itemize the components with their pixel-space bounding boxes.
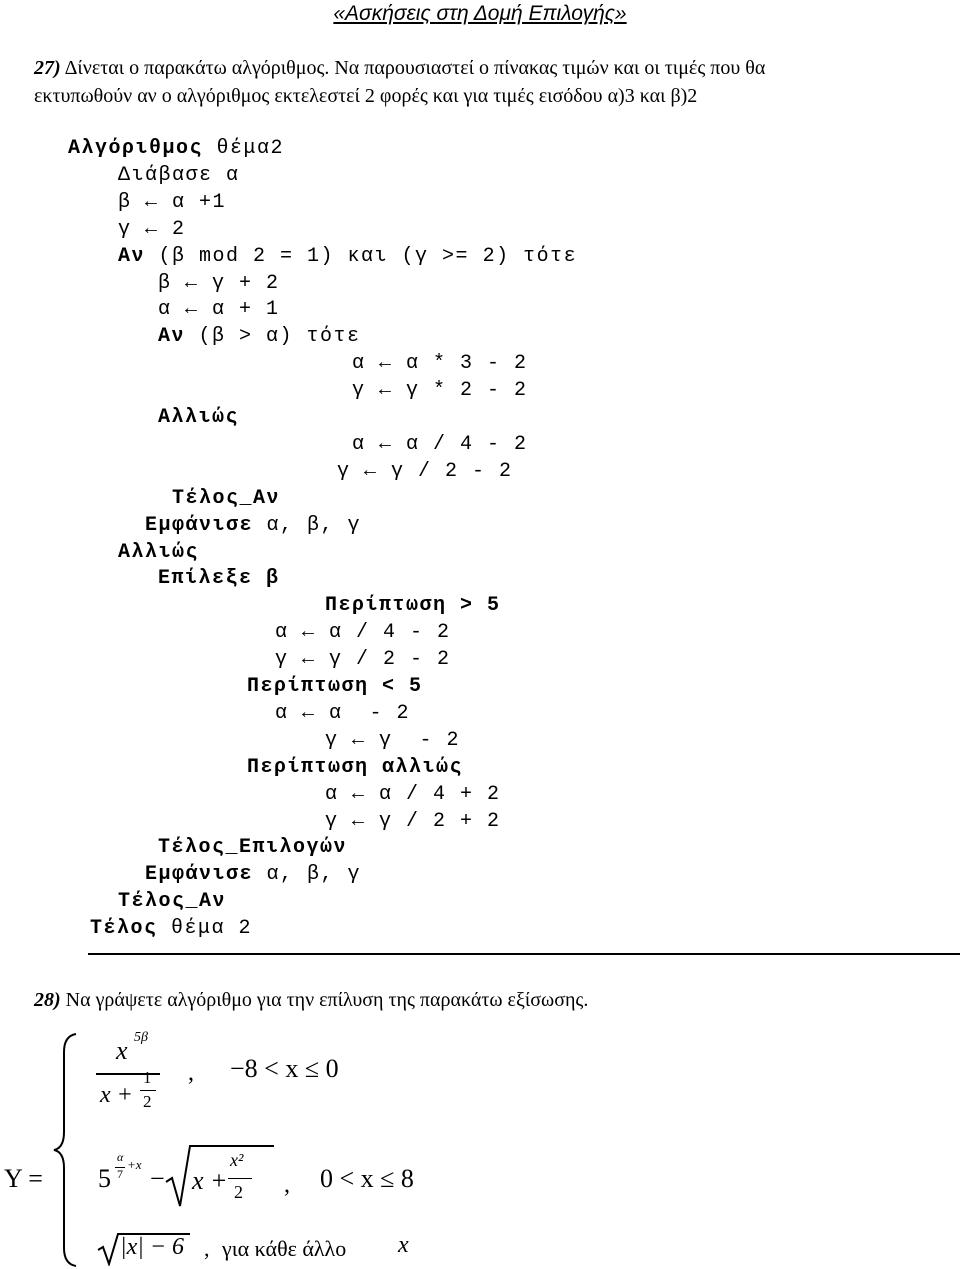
code-text: (β mod 2 = 1) και (γ >= 2) τότε [145, 244, 578, 268]
code-text: α ← α / 4 - 2 [352, 432, 528, 456]
exercise-27-line-1 [34, 54, 765, 82]
case-2-base: 5 [98, 1164, 111, 1193]
left-brace-icon [50, 1032, 80, 1268]
code-text: γ ← γ / 2 + 2 [325, 809, 501, 833]
case-2-exp-frac-num: α [117, 1150, 124, 1164]
code-text: γ ← γ - 2 [325, 728, 461, 752]
code-text: Διάβασε α [118, 163, 240, 187]
code-text: α ← α + 1 [158, 298, 280, 322]
code-text: α ← α / 4 + 2 [325, 782, 501, 806]
code-text: β ← γ + 2 [158, 271, 280, 295]
code-line [158, 836, 347, 859]
code-keyword: Αλγόριθμος [68, 137, 204, 160]
case-2-rad-frac-bar [228, 1178, 252, 1179]
exercise-28-number: 28) [34, 989, 61, 1011]
code-line [118, 541, 199, 564]
code-keyword: Περίπτωση < 5 [247, 675, 423, 698]
code-line [158, 272, 280, 295]
code-text: γ ← 2 [118, 217, 186, 241]
code-line [118, 890, 226, 913]
code-line [275, 621, 451, 644]
code-keyword: Εμφάνισε [145, 513, 254, 537]
code-line [352, 379, 528, 402]
exercise-28-text: Να γράψετε αλγόριθμο για την επίλυση της παρακάτω εξίσωσης. [60, 989, 589, 1011]
code-keyword: Περίπτωση αλλιώς [247, 755, 464, 779]
code-line [325, 729, 460, 752]
code-text: γ ← γ / 2 - 2 [337, 459, 513, 483]
case-1-numerator: x [116, 1036, 128, 1065]
code-line [118, 245, 577, 268]
code-line [247, 675, 423, 698]
code-line [325, 810, 501, 833]
code-text: β ← α +1 [118, 190, 227, 214]
code-line [325, 594, 501, 617]
code-keyword: Τέλος_Αν [172, 486, 281, 510]
code-text: γ ← γ * 2 - 2 [352, 379, 528, 403]
case-3-radicand: |x| − 6 [120, 1234, 185, 1260]
page-title: «Ασκήσεις στη Δομή Επιλογής» [333, 2, 627, 25]
case-2-exp-tail: +x [127, 1157, 142, 1172]
case-1-exponent: 5β [134, 1030, 148, 1045]
case-2-minus: − [150, 1164, 165, 1193]
case-3-variable: x [398, 1232, 409, 1258]
case-2-rad-frac-num: x² [230, 1150, 244, 1170]
case-2-radicand: x + [192, 1166, 235, 1195]
code-line [68, 137, 284, 160]
code-line [172, 487, 280, 510]
exercise-27-number: 27) [34, 57, 61, 79]
code-keyword: Αλλιώς [118, 540, 200, 564]
case-1-condition: −8 < x ≤ 0 [230, 1054, 339, 1083]
code-line [145, 863, 361, 886]
case-2-condition: 0 < x ≤ 8 [320, 1164, 414, 1193]
code-line [337, 460, 513, 483]
code-line [118, 191, 226, 214]
case-2-rad-frac-den: 2 [234, 1182, 243, 1202]
code-keyword: Επίλεξε β [158, 567, 280, 591]
code-line [90, 917, 252, 940]
exercise-28-line [34, 986, 588, 1014]
code-keyword: Αν [118, 244, 146, 268]
code-line [118, 218, 186, 241]
case-1-denominator: x + [100, 1082, 139, 1108]
code-line [158, 406, 239, 429]
code-keyword: Αλλιώς [158, 406, 240, 429]
equation-lhs: Y = [4, 1164, 43, 1193]
code-text: α ← α * 3 - 2 [352, 352, 528, 376]
code-text: α ← α - 2 [275, 701, 411, 725]
case-1-den-frac-bar [140, 1090, 156, 1091]
code-text: θέμα 2 [157, 917, 253, 941]
code-line [352, 433, 528, 456]
code-keyword: Τέλος_Αν [118, 890, 227, 914]
code-text: γ ← γ / 2 - 2 [275, 648, 451, 672]
code-keyword: Περίπτωση > 5 [325, 594, 501, 618]
code-text: α, β, γ [253, 513, 362, 537]
section-divider [88, 953, 960, 955]
case-1-den-frac-den: 2 [143, 1092, 152, 1111]
code-line [275, 702, 410, 725]
code-text: α ← α / 4 - 2 [275, 621, 451, 645]
code-text: α, β, γ [253, 863, 362, 887]
code-keyword: Τέλος_Επιλογών [158, 836, 348, 860]
code-text: (β > α) τότε [185, 325, 361, 349]
case-1-comma: , [188, 1060, 194, 1086]
case-3-comma: , [204, 1236, 210, 1261]
code-line [145, 514, 361, 537]
exercise-27-text-1: Δίνεται ο παρακάτω αλγόριθμος. Να παρουσιαστεί ο πίνακας τιμών και οι τιμές που θα [60, 57, 766, 79]
code-line [247, 756, 463, 779]
code-keyword: Αν [158, 325, 186, 349]
code-line [275, 648, 451, 671]
code-line [352, 352, 528, 375]
code-line [158, 567, 280, 590]
code-keyword: Εμφάνισε [145, 863, 254, 887]
code-keyword: Τέλος [90, 917, 158, 941]
code-line [158, 298, 280, 321]
code-text: θέμα2 [203, 137, 285, 160]
case-1-den-frac-num: 1 [143, 1068, 152, 1087]
code-line [118, 164, 240, 187]
exercise-27-line-2: εκτυπωθούν αν ο αλγόριθμος εκτελεστεί 2 φορές και για τιμές εισόδου α)3 και β)2 [34, 85, 698, 107]
case-2-comma: , [284, 1172, 290, 1198]
code-line [158, 325, 361, 348]
case-2-exp-frac-den: 7 [117, 1167, 123, 1181]
code-line [325, 783, 501, 806]
case-3-text: για κάθε άλλο [222, 1236, 347, 1261]
